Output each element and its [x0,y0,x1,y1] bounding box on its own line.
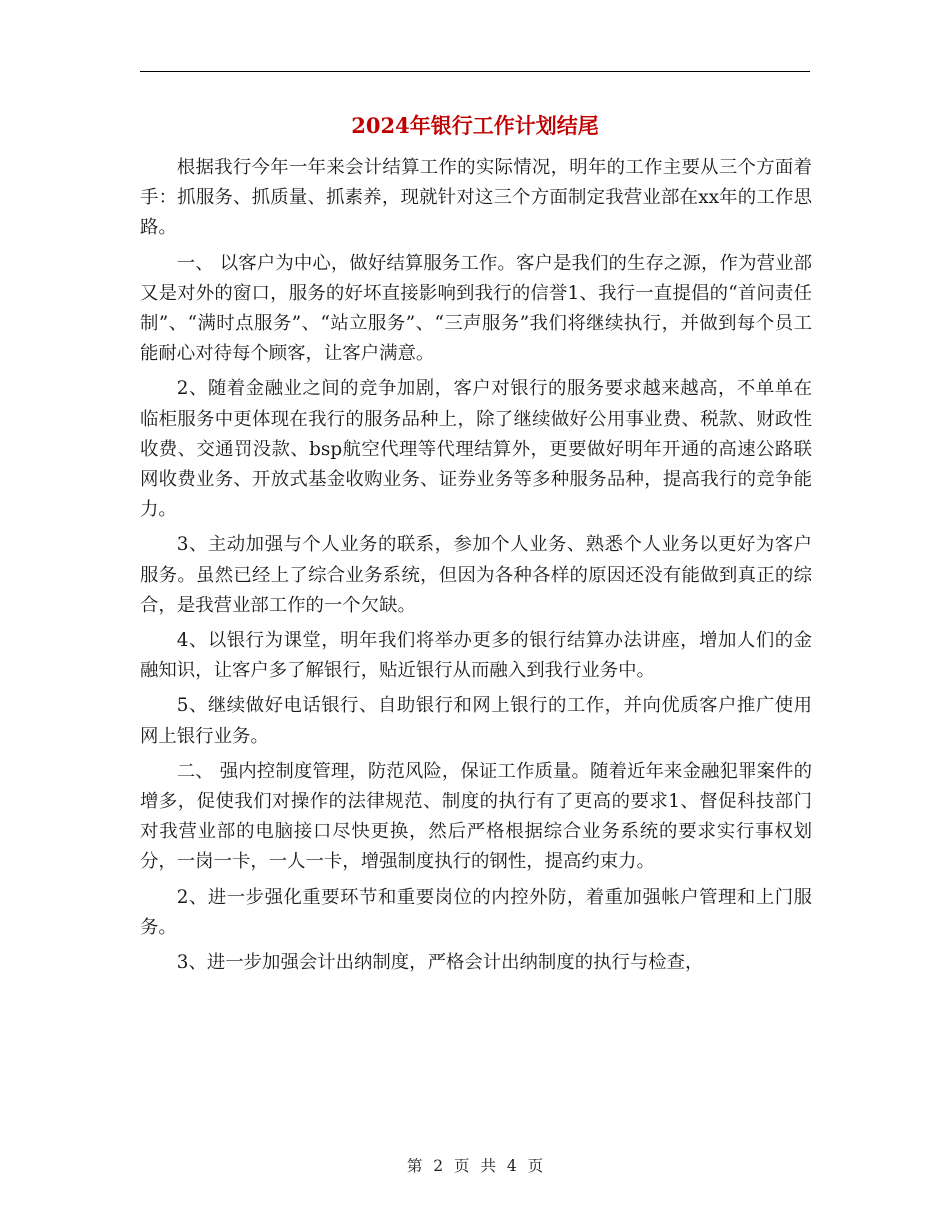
paragraph-intro: 根据我行今年一年来会计结算工作的实际情况，明年的工作主要从三个方面着手：抓服务、抓质量、抓素养，现就针对这三个方面制定我营业部在xx年的工作思路。 [140,157,812,239]
document-title: 2024年银行工作计划结尾 [351,113,599,138]
document-body [140,153,812,983]
header-rule [140,71,810,72]
paragraph-item-5: 5、继续做好电话银行、自助银行和网上银行的工作，并向优质客户推广使用网上银行业务。 [140,695,812,747]
paragraph-item-2: 2、随着金融业之间的竞争加剧，客户对银行的服务要求越来越高，不单单在临柜服务中更体现在我行的服务品种上，除了继续做好公用事业费、税款、财政性收费、交通罚没款、bsp航空代理等代理结算外，更要做好明年开通的高速公路联网收费业务、开放式基金收购业务、证券业务等多种服务品种，提高我行的竞争能力。 [140,378,812,521]
paragraph-section-2: 二、 强内控制度管理，防范风险，保证工作质量。随着近年来金融犯罪案件的增多，促使我们对操作的法律规范、制度的执行有了更高的要求1、督促科技部门对我营业部的电脑接口尽快更换，然后严格根据综合业务系统的要求实行事权划分，一岗一卡，一人一卡，增强制度执行的钢性，提高约束力。 [140,760,812,873]
paragraph-section-2-item-2: 2、进一步强化重要环节和重要岗位的内控外防，着重加强帐户管理和上门服务。 [140,886,812,938]
page-number-footer: 第 2 页 共 4 页 [406,1157,544,1175]
paragraph-item-3: 3、主动加强与个人业务的联系，参加个人业务、熟悉个人业务以更好为客户服务。虽然已经上了综合业务系统，但因为各种各样的原因还没有能做到真正的综合，是我营业部工作的一个欠缺。 [140,534,812,616]
paragraph-section-2-item-3: 3、进一步加强会计出纳制度，严格会计出纳制度的执行与检查， [176,952,704,974]
paragraph-item-4: 4、以银行为课堂，明年我们将举办更多的银行结算办法讲座，增加人们的金融知识，让客户多了解银行，贴近银行从而融入到我行业务中。 [140,630,812,682]
paragraph-section-1: 一、 以客户为中心，做好结算服务工作。客户是我们的生存之源，作为营业部又是对外的窗口，服务的好坏直接影响到我行的信誉1、我行一直提倡的“首问责任制”、“满时点服务”、“站立服务”、“三声服务”我们将继续执行，并做到每个员工能耐心对待每个顾客，让客户满意。 [140,252,812,365]
